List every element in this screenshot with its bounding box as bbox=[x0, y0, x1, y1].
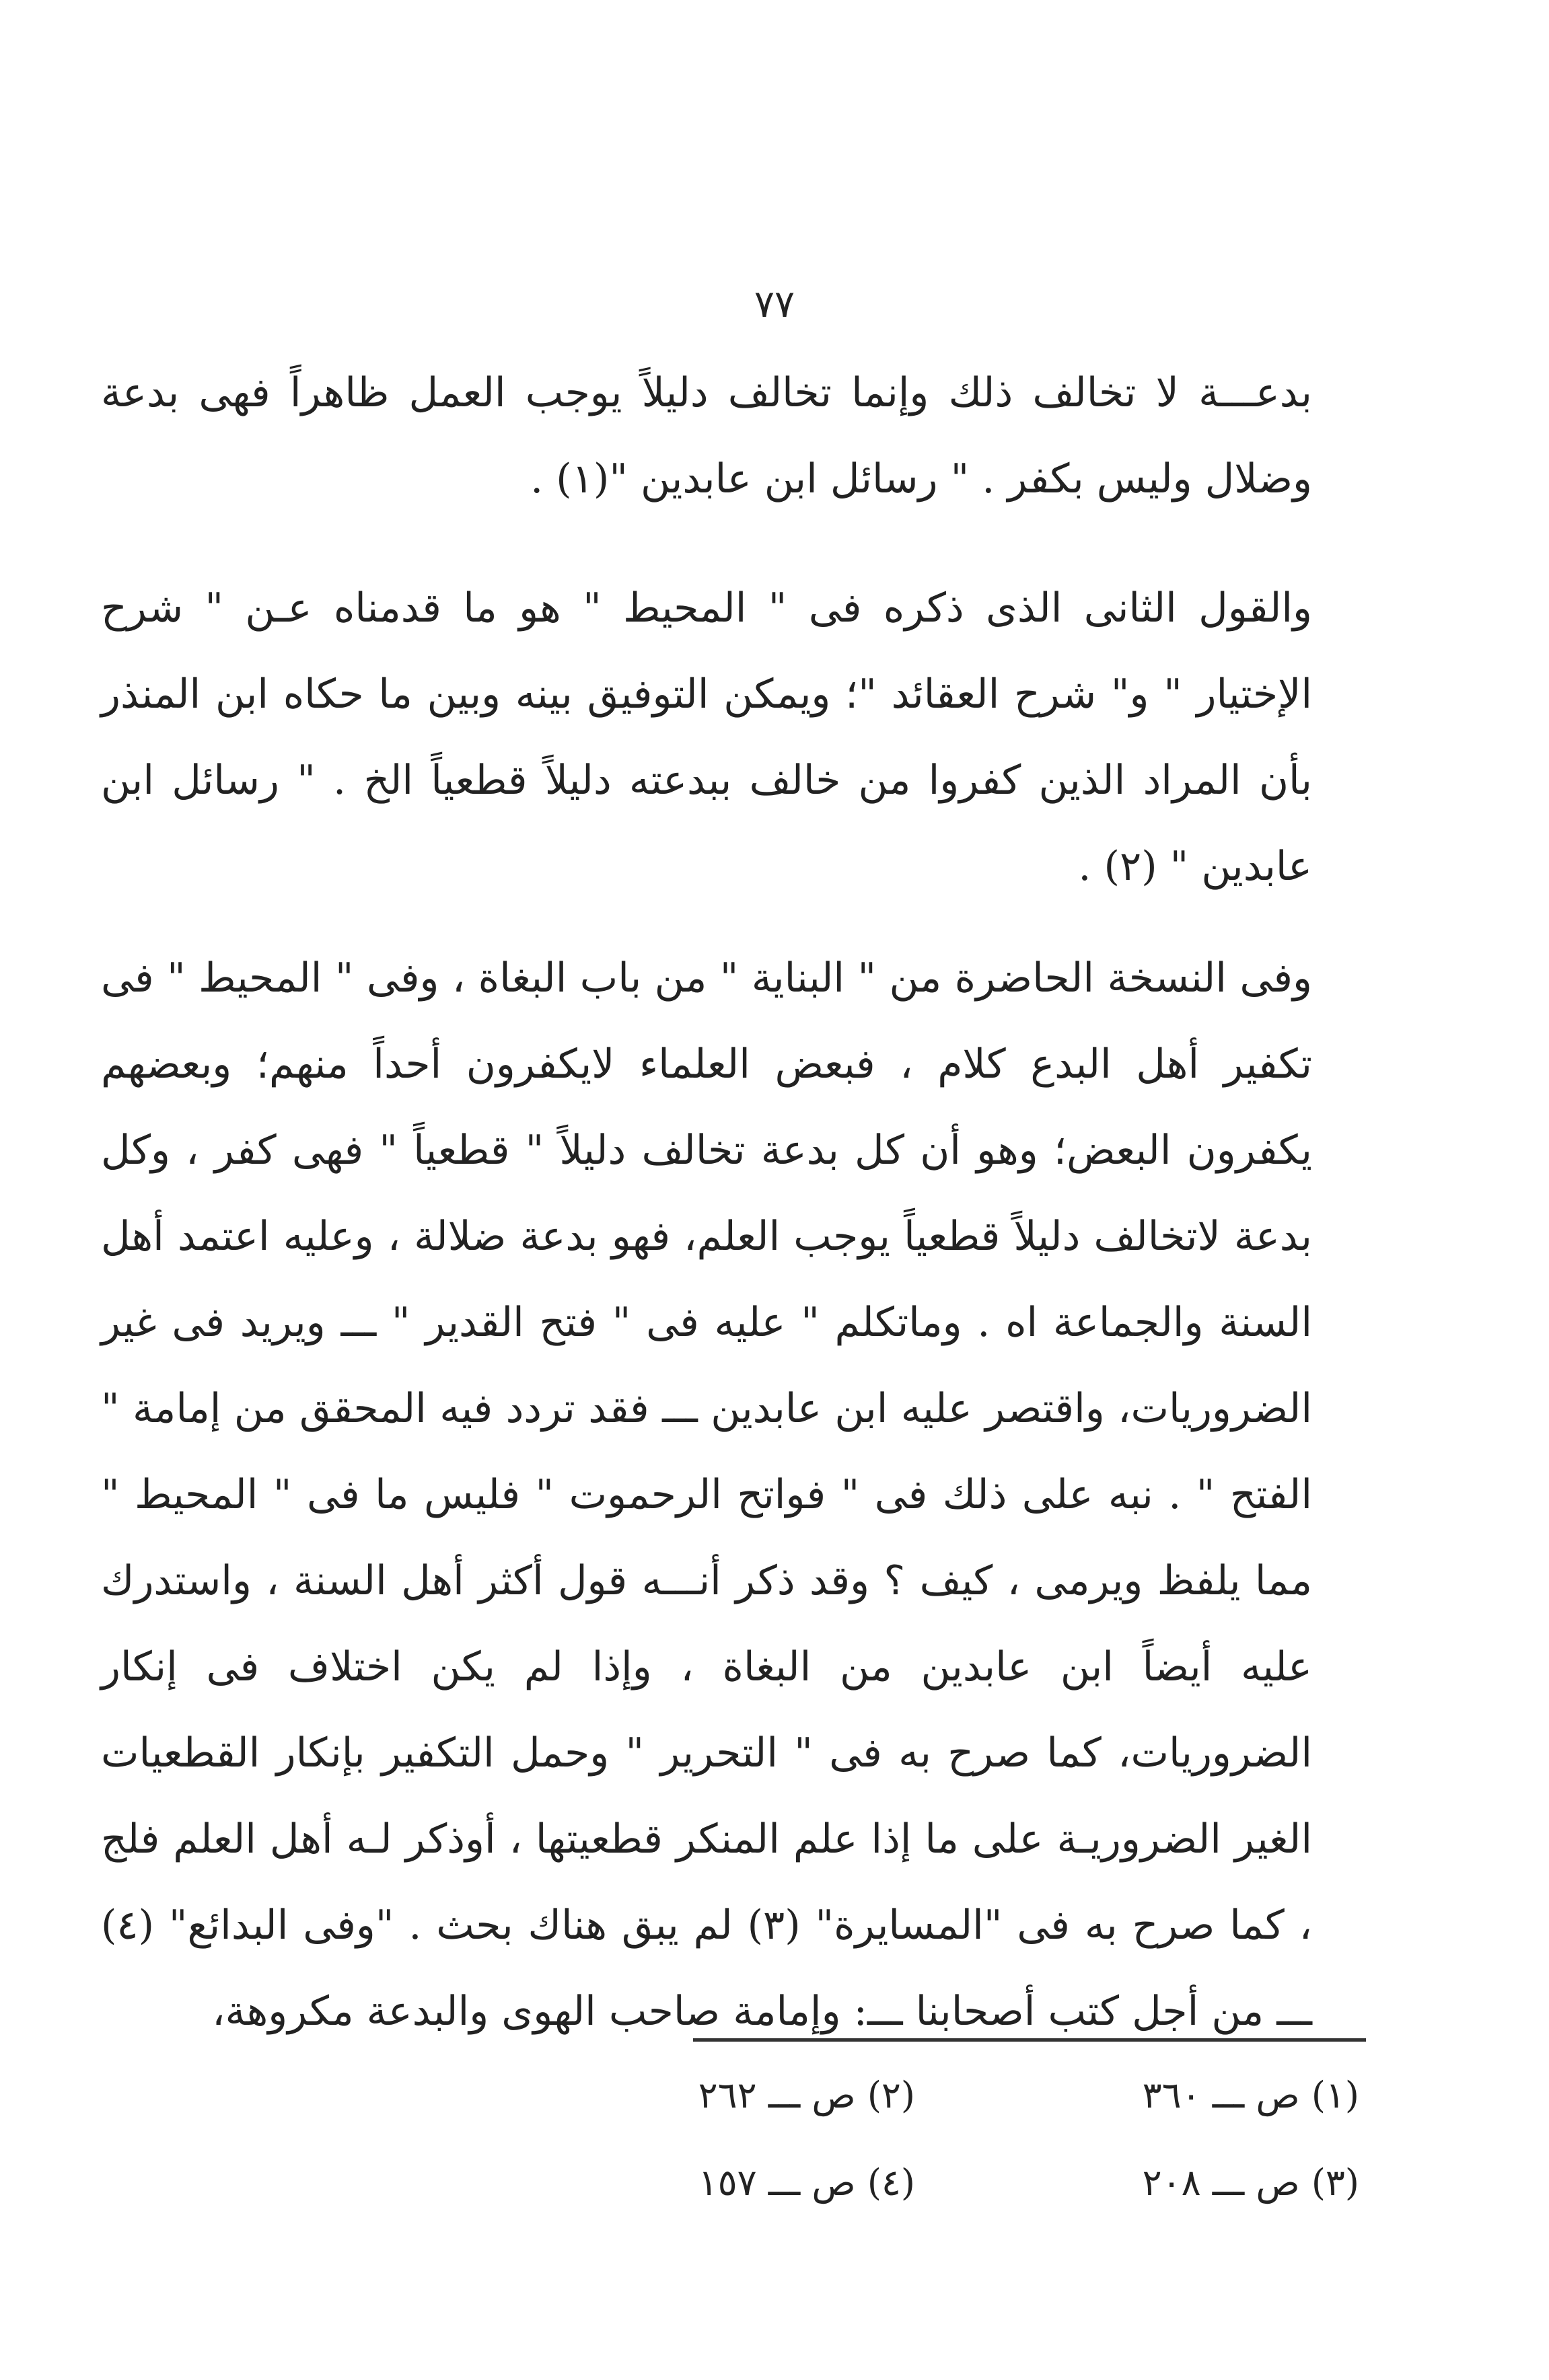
footnote-4: (٤) ص ـــ ١٥٧ bbox=[698, 2161, 915, 2204]
paragraph-2: والقول الثانى الذى ذكره فى " المحيط " هو ما قدمناه عـن " شرح الإختيار " و" شرح العقائد "؛ ويمكن التوفيق بينه وبين ما حكاه ابن المنذر بأن المراد الذين كفروا من خالف ببدعته دليلاً قطعياً الخ . " رسائل ابن عابدين " (٢) . bbox=[101, 585, 1312, 890]
footnote-divider bbox=[693, 2038, 1366, 2042]
page-number: ٧٧ bbox=[754, 283, 795, 326]
paragraph-1: بدعـــة لا تخالف ذلك وإنما تخالف دليلاً يوجب العمل ظاهراً فهى بدعة وضلال وليس بكفر . " رسائل ابن عابدين "(١) . bbox=[101, 369, 1312, 503]
footnotes bbox=[471, 2058, 1359, 2220]
footnote-2: (٢) ص ـــ ٢٦٢ bbox=[698, 2074, 915, 2116]
paragraph-3: وفى النسخة الحاضرة من " البناية " من باب البغاة ، وفى " المحيط " فى تكفير أهل البدع كلام ، فبعض العلماء لايكفرون أحداً منهم؛ وبعضهم يكفرون البعض؛ وهو أن كل بدعة تخالف دليلاً " قطعياً " فهى كفر ، وكل بدعة لاتخالف دليلاً قطعياً يوجب العلم، فهو بدعة ضلالة ، وعليه اعتمد أهل السنة والجماعة اه . وماتكلم " عليه فى " فتح القدير " ـــ ويريد فى غير الضروريات، واقتصر عليه ابن عابدين ـــ فقد تردد فيه المحقق من إمامة " الفتح " . نبه على ذلك فى " فواتح الرحموت " فليس ما فى " المحيط " مما يلفظ ويرمى ، كيف ؟ وقد ذكر أنـــه قول أكثر أهل السنة ، واستدرك عليه أيضاً ابن عابدين من البغاة ، وإذا لم يكن اختلاف فى إنكار الضروريات، كما صرح به فى " التحرير " وحمل التكفير بإنكار القطعيات الغير الضروريـة على ما إذا علم المنكر قطعيتها ، أوذكر لـه أهل العلم فلج ، كما صرح به فى "المسايرة" (٣) لم يبق هناك بحث . "وفى البدائع" (٤) ـــ من أجل كتب أصحابنا ـــ: وإمامة صاحب الهوى والبدعة مكروهة، bbox=[101, 955, 1312, 2035]
footnote-3: (٣) ص ـــ ٢٠٨ bbox=[1142, 2161, 1359, 2204]
footnote-1: (١) ص ـــ ٣٦٠ bbox=[1142, 2074, 1359, 2116]
